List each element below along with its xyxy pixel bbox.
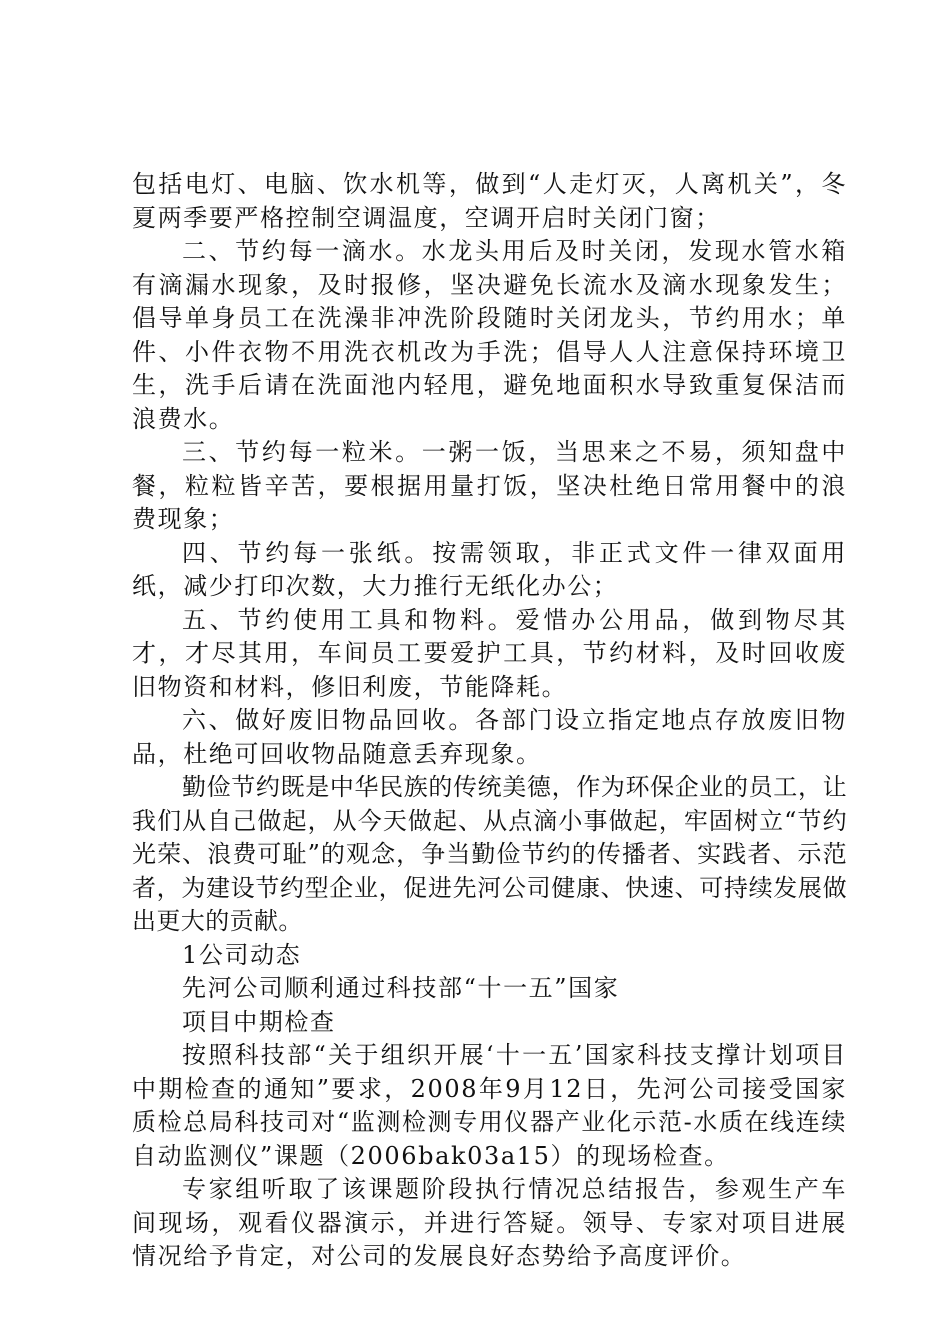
paragraph-save-rice: 三、节约每一粒米。一粥一饭，当思来之不易，须知盘中餐，粒粒皆辛苦，要根据用量打饭，坚决杜绝日常用餐中的浪费现象；: [132, 438, 847, 533]
section-heading-company-news: 1公司动态: [182, 940, 302, 969]
news-title-line-2: 项目中期检查: [182, 1007, 336, 1036]
paragraph-save-paper: 四、节约每一张纸。按需领取，非正式文件一律双面用纸，减少打印次数，大力推行无纸化办公；: [132, 538, 847, 600]
paragraph-save-water: 二、节约每一滴水。水龙头用后及时关闭，发现水管水箱有滴漏水现象，及时报修，坚决避免长流水及滴水现象发生；倡导单身员工在洗澡非冲洗阶段随时关闭龙头，节约用水；单件、小件衣物不用洗衣机改为手洗；倡导人人注意保持环境卫生，洗手后请在洗面池内轻甩，避免地面积水导致重复保洁而浪费水。: [132, 237, 847, 433]
document-body: [132, 168, 847, 1274]
paragraph-inspection: 按照科技部“关于组织开展‘十一五’国家科技支撑计划项目中期检查的通知”要求，2008年9月12日，先河公司接受国家质检总局科技司对“监测检测专用仪器产业化示范-水质在线连续自动监测仪”课题（2006bak03a15）的现场检查。: [132, 1041, 847, 1170]
paragraph-recycling: 六、做好废旧物品回收。各部门设立指定地点存放废旧物品，杜绝可回收物品随意丢弃现象。: [132, 706, 847, 768]
paragraph-thrift-call: 勤俭节约既是中华民族的传统美德，作为环保企业的员工，让我们从自己做起，从今天做起、从点滴小事做起，牢固树立“节约光荣、浪费可耻”的观念，争当勤俭节约的传播者、实践者、示范者，为建设节约型企业，促进先河公司健康、快速、可持续发展做出更大的贡献。: [132, 773, 847, 935]
paragraph-save-tools: 五、节约使用工具和物料。爱惜办公用品，做到物尽其才，才尽其用，车间员工要爱护工具，节约材料，及时回收废旧物资和材料，修旧利废，节能降耗。: [132, 605, 847, 701]
news-title-line-1: 先河公司顺利通过科技部“十一五”国家: [182, 974, 620, 1002]
paragraph-electricity-continued: 包括电灯、电脑、饮水机等，做到“人走灯灭，人离机关”，冬夏两季要严格控制空调温度，空调开启时关闭门窗；: [132, 170, 847, 232]
paragraph-expert-review: 专家组听取了该课题阶段执行情况总结报告，参观生产车间现场，观看仪器演示，并进行答疑。领导、专家对项目进展情况给予肯定，对公司的发展良好态势给予高度评价。: [132, 1175, 847, 1270]
